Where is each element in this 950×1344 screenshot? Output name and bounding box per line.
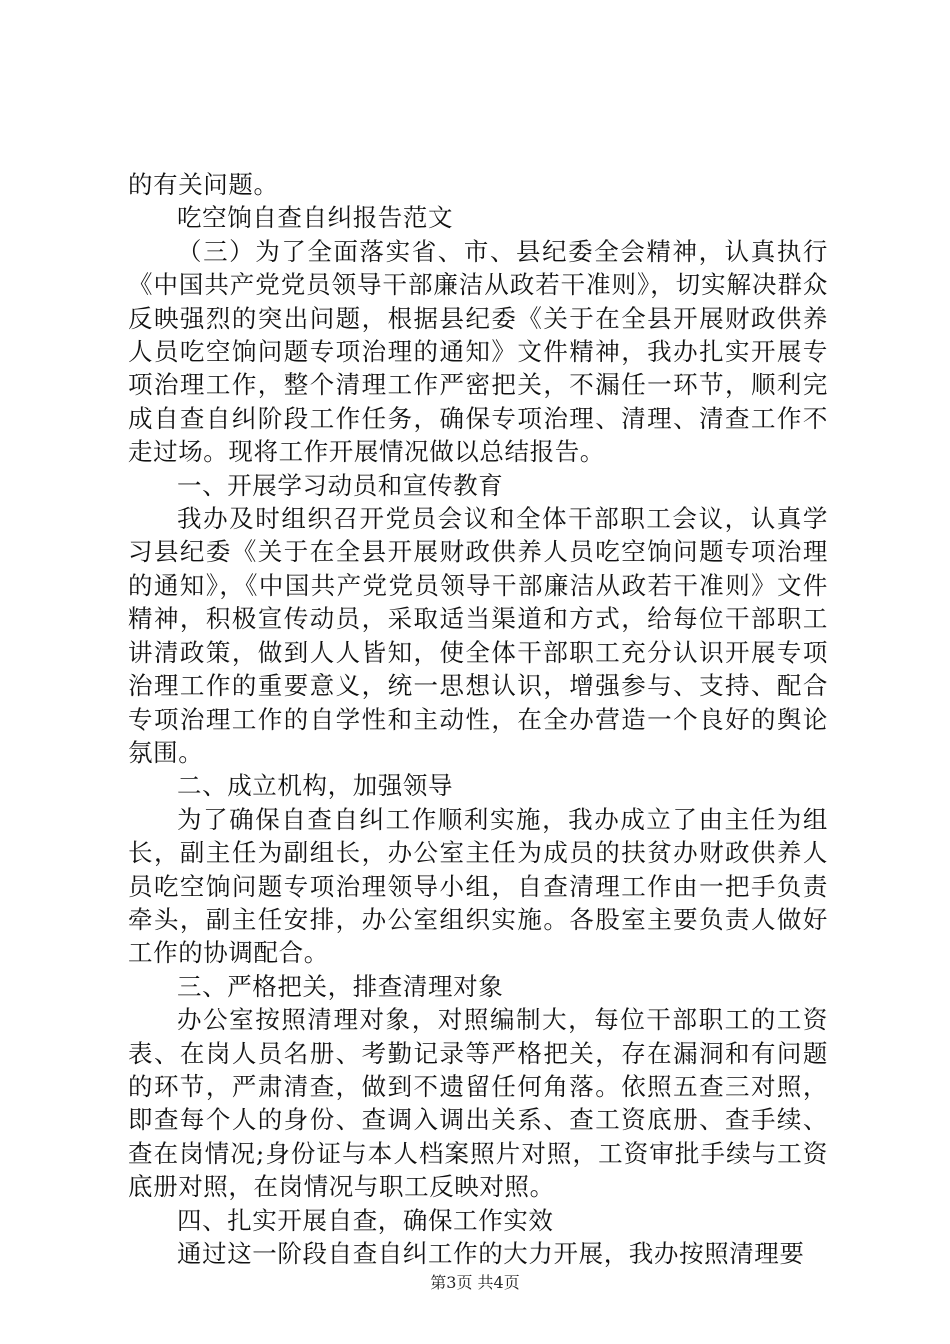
paragraph-intro: （三）为了全面落实省、市、县纪委全会精神，认真执行《中国共产党党员领导干部廉洁从政若干准则》，切实解决群众反映强烈的突出问题，根据县纪委《关于在全县开展财政供养人员吃空饷问题专项治理的通知》文件精神，我办扎实开展专项治理工作，整个清理工作严密把关，不漏任一环节，顺利完成自查自纠阶段工作任务，确保专项治理、清理、清查工作不走过场。现将工作开展情况做以总结报告。: [128, 236, 828, 467]
paragraph-section-4: 通过这一阶段自查自纠工作的大力开展，我办按照清理要: [177, 1239, 805, 1268]
paragraph-section-1: 我办及时组织召开党员会议和全体干部职工会议，认真学习县纪委《关于在全县开展财政供养人员吃空饷问题专项治理的通知》，《中国共产党党员领导干部廉洁从政若干准则》文件精神，积极宣传动员，采取适当渠道和方式，给每位干部职工讲清政策，做到人人皆知，使全体干部职工充分认识开展专项治理工作的重要意义，统一思想认识，增强参与、支持、配合专项治理工作的自学性和主动性，在全办营造一个良好的舆论氛围。: [128, 504, 828, 767]
document-title: 吃空饷自查自纠报告范文: [177, 203, 454, 233]
document-body: [128, 168, 828, 1270]
section-heading-1: 一、开展学习动员和宣传教育: [177, 470, 504, 500]
section-heading-3: 三、严格把关，排查清理对象: [177, 971, 504, 1001]
paragraph-continuation: 的有关问题。: [128, 170, 279, 199]
section-heading-4: 四、扎实开展自查，确保工作实效: [177, 1205, 554, 1235]
paragraph-section-3: 办公室按照清理对象，对照编制大，每位干部职工的工资表、在岗人员名册、考勤记录等严格把关，存在漏洞和有问题的环节，严肃清查，做到不遗留任何角落。依照五查三对照，即查每个人的身份、查调入调出关系、查工资底册、查手续、查在岗情况;身份证与本人档案照片对照，工资审批手续与工资底册对照，在岗情况与职工反映对照。: [128, 1005, 828, 1202]
paragraph-section-2: 为了确保自查自纠工作顺利实施，我办成立了由主任为组长，副主任为副组长，办公室主任为成员的扶贫办财政供养人员吃空饷问题专项治理领导小组，自查清理工作由一把手负责牵头，副主任安排，办公室组织实施。各股室主要负责人做好工作的协调配合。: [128, 804, 828, 968]
section-heading-2: 二、成立机构，加强领导: [177, 771, 454, 801]
page-footer: 第3页 共4页: [430, 1273, 520, 1292]
